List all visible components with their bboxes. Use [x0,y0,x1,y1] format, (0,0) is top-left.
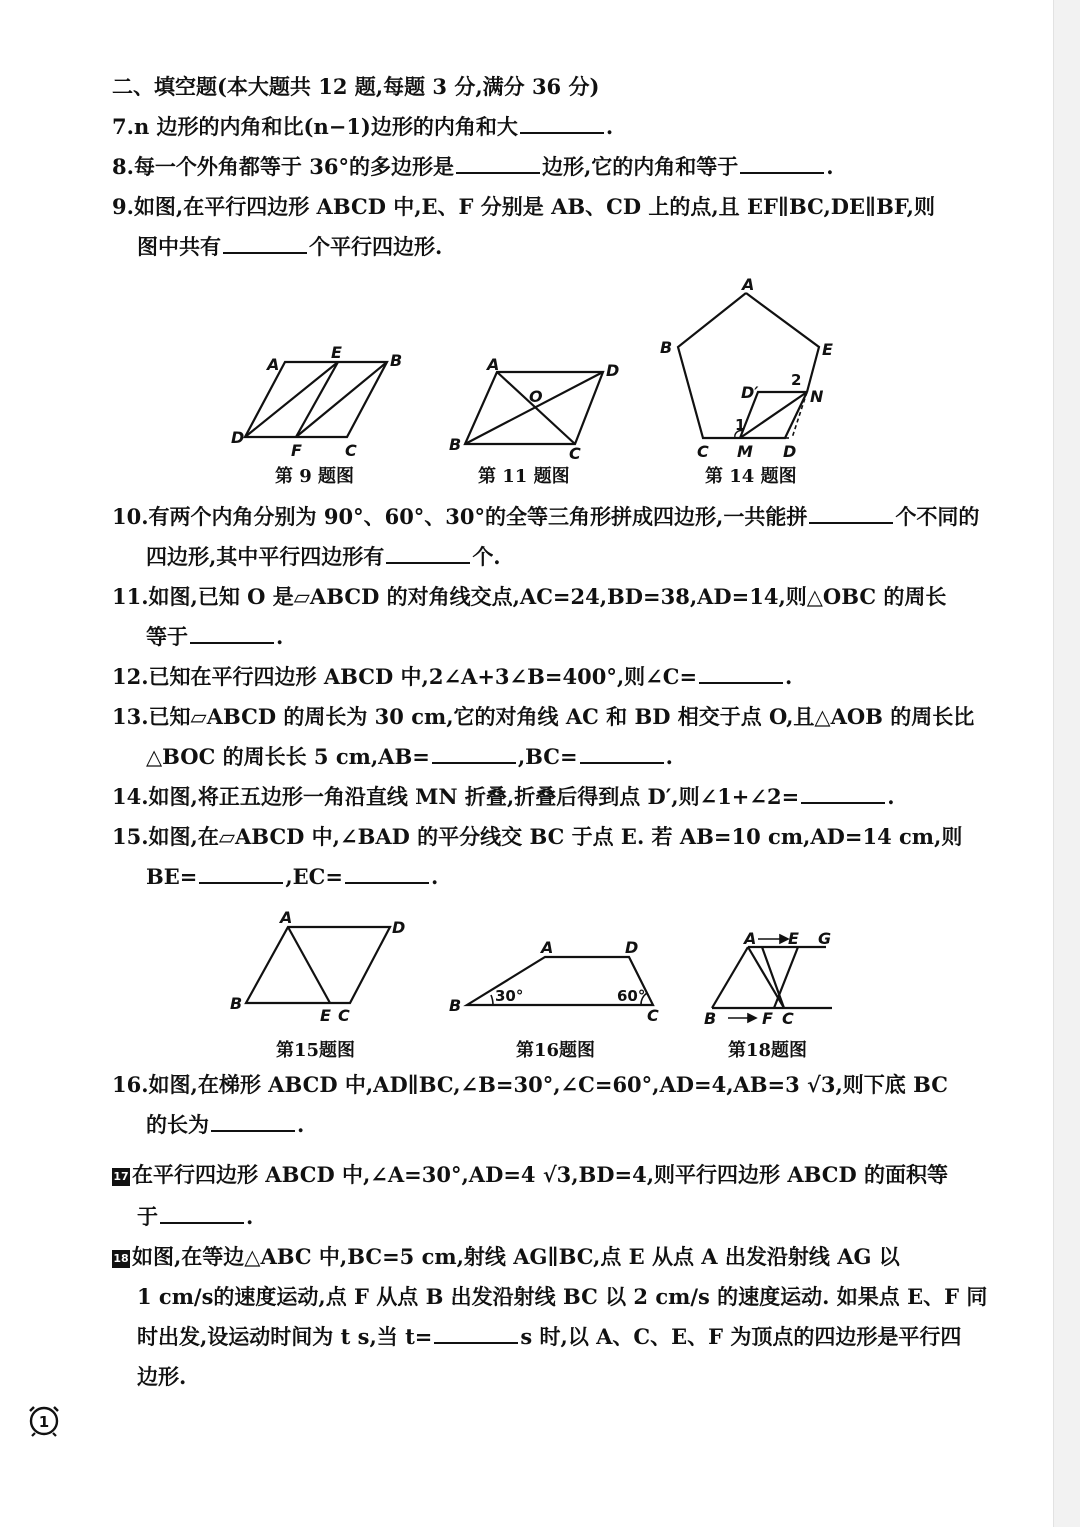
question-text: . [605,114,614,139]
caption-figure-14: 第 14 题图 [705,466,797,487]
question-text: BE= [146,864,198,889]
question-text: 有两个内角分别为 90°、60°、30°的全等三角形拼成四边形,一共能拼 [148,504,808,529]
question-number: 10. [112,504,149,529]
question-9-cont [137,232,987,262]
question-16 [112,1070,962,1100]
question-number: 11. [112,584,149,609]
question-text: . [826,154,834,179]
point-label-b: B [230,994,243,1013]
answer-blank[interactable] [434,1322,518,1344]
question-number: 12. [112,664,149,689]
answer-blank[interactable] [699,662,783,684]
question-18-cont-3 [137,1362,987,1392]
point-label-b: B [449,996,462,1015]
point-label-a: A [541,938,554,957]
figure-14 [655,275,845,465]
angle-label-30: 30° [495,987,524,1005]
answer-blank[interactable] [386,542,470,564]
question-text: 已知在平行四边形 ABCD 中,2∠A+3∠B=400°,则∠C= [148,664,698,689]
answer-blank[interactable] [211,1110,295,1132]
answer-blank[interactable] [190,622,274,644]
point-label-c: C [697,442,709,461]
question-15 [112,822,962,852]
answer-blank[interactable] [432,742,516,764]
point-label-c: C [782,1009,794,1028]
question-7 [112,112,962,142]
question-text: 如图,已知 O 是▱ABCD 的对角线交点,AC=24,BD=38,AD=14,则△OBC 的周长 [148,584,947,609]
point-label-a: A [744,929,757,948]
question-number-badge: 17 [112,1168,130,1186]
question-text: ,BC= [517,744,578,769]
angle-label-1: 1 [735,416,746,434]
point-label-a: A [487,355,500,374]
question-text: 个. [472,544,501,569]
question-text: ,EC= [285,864,343,889]
point-label-m: M [737,442,753,461]
point-label-e: E [822,340,833,359]
point-label-c: C [569,444,581,462]
point-label-d: D [606,361,620,380]
answer-blank[interactable] [520,112,604,134]
question-text: 个平行四边形. [309,234,443,259]
question-text: 边形. [137,1364,187,1389]
question-text: . [246,1204,254,1229]
point-label-a: A [742,275,755,294]
question-text: 于 [137,1204,158,1229]
angle-label-60: 60° [617,987,646,1005]
point-label-f: F [762,1009,773,1028]
question-13-cont [146,742,996,772]
point-label-g: G [818,929,832,948]
caption-figure-11: 第 11 题图 [478,466,570,487]
answer-blank[interactable] [160,1202,244,1224]
question-text: . [785,664,793,689]
point-label-c: C [338,1006,350,1025]
point-label-c: C [345,441,357,460]
question-16-cont [146,1110,996,1140]
question-number-badge: 18 [112,1250,130,1268]
question-text: 个不同的 [895,504,980,529]
point-label-o: O [529,387,543,406]
question-text: 如图,在▱ABCD 中,∠BAD 的平分线交 BC 于点 E. 若 AB=10 cm,AD=14 cm,则 [148,824,963,849]
point-label-d: D [625,938,639,957]
question-10 [112,502,980,532]
question-9 [112,192,962,222]
answer-blank[interactable] [345,862,429,884]
point-label-b: B [390,351,403,370]
page-number [26,1402,62,1438]
figure-9 [225,340,415,465]
caption-figure-9: 第 9 题图 [275,466,355,487]
question-text: 等于 [146,624,188,649]
point-label-a: A [267,355,280,374]
question-text: . [665,744,673,769]
question-text: . [276,624,284,649]
question-text: 1 cm/s的速度运动,点 F 从点 B 出发沿射线 BC 以 2 cm/s 的速度运动. 如果点 E、F 同 [137,1284,988,1309]
section-title: 二、填空题(本大题共 12 题,每题 3 分,满分 36 分) [112,74,600,99]
answer-blank[interactable] [456,152,540,174]
question-text: 如图,将正五边形一角沿直线 MN 折叠,折叠后得到点 D′,则∠1+∠2= [148,784,800,809]
question-17-cont [137,1202,987,1232]
angle-label-2: 2 [791,371,802,389]
question-text: . [887,784,895,809]
point-label-b: B [449,435,462,454]
caption-figure-16: 第16题图 [516,1040,596,1061]
question-text: 四边形,其中平行四边形有 [146,544,385,569]
question-text: 每一个外角都等于 36°的多边形是 [133,154,454,179]
question-text: n 边形的内角和比(n−1)边形的内角和大 [133,114,518,139]
question-number: 7. [112,114,134,139]
point-label-d: D [231,428,245,447]
question-text: 在平行四边形 ABCD 中,∠A=30°,AD=4 √3,BD=4,则平行四边形 ABCD 的面积等 [132,1162,949,1187]
question-10-cont [146,542,996,572]
question-text: . [297,1112,305,1137]
point-label-c: C [647,1006,659,1025]
question-13 [112,702,975,732]
answer-blank[interactable] [801,782,885,804]
point-label-f: F [291,441,302,460]
point-label-d: D [783,442,797,461]
question-number: 8. [112,154,134,179]
answer-blank[interactable] [199,862,283,884]
question-15-cont [146,862,996,892]
figure-15 [228,905,418,1030]
caption-figure-18: 第18题图 [728,1040,808,1061]
point-label-b: B [704,1009,717,1028]
point-label-d-prime: D′ [741,383,759,402]
question-18-cont-1 [137,1282,987,1312]
question-17 [112,1160,962,1190]
question-11 [112,582,962,612]
question-text: 已知▱ABCD 的周长为 30 cm,它的对角线 AC 和 BD 相交于点 O,且△AOB 的周长比 [148,704,975,729]
point-label-e: E [788,929,799,948]
question-text: 如图,在梯形 ABCD 中,AD∥BC,∠B=30°,∠C=60°,AD=4,AB=3 √3,则下底 BC [148,1072,948,1097]
question-number: 9. [112,194,134,219]
point-label-b: B [660,338,673,357]
figure-11 [445,352,625,462]
alarm-clock-icon [26,1402,62,1438]
figure-16 [445,935,665,1025]
answer-blank[interactable] [809,502,893,524]
question-text: 时出发,设运动时间为 t s,当 t= [137,1324,433,1349]
question-14 [112,782,962,812]
point-label-d: D [392,918,406,937]
page-number-text: 1 [38,1413,50,1431]
question-number: 13. [112,704,149,729]
point-label-n: N [810,387,824,406]
answer-blank[interactable] [223,232,307,254]
question-18 [112,1242,962,1272]
question-text: s 时,以 A、C、E、F 为顶点的四边形是平行四 [520,1324,962,1349]
question-12 [112,662,962,692]
question-11-cont [146,622,996,652]
point-label-a: A [280,908,293,927]
question-text: 图中共有 [137,234,221,259]
answer-blank[interactable] [580,742,664,764]
question-8 [112,152,962,182]
point-label-e: E [331,343,342,362]
answer-blank[interactable] [740,152,824,174]
question-number: 15. [112,824,149,849]
question-text: △BOC 的周长长 5 cm,AB= [146,744,430,769]
figure-18 [700,925,840,1030]
question-text: 如图,在平行四边形 ABCD 中,E、F 分别是 AB、CD 上的点,且 EF∥BC,DE∥BF,则 [133,194,935,219]
question-18-cont-2 [137,1322,987,1352]
question-number: 14. [112,784,149,809]
question-text: . [431,864,439,889]
question-text: 边形,它的内角和等于 [541,154,739,179]
caption-figure-15: 第15题图 [276,1040,356,1061]
question-text: 如图,在等边△ABC 中,BC=5 cm,射线 AG∥BC,点 E 从点 A 出发沿射线 AG 以 [132,1244,900,1269]
question-number: 16. [112,1072,149,1097]
point-label-e: E [320,1006,331,1025]
question-text: 的长为 [146,1112,209,1137]
